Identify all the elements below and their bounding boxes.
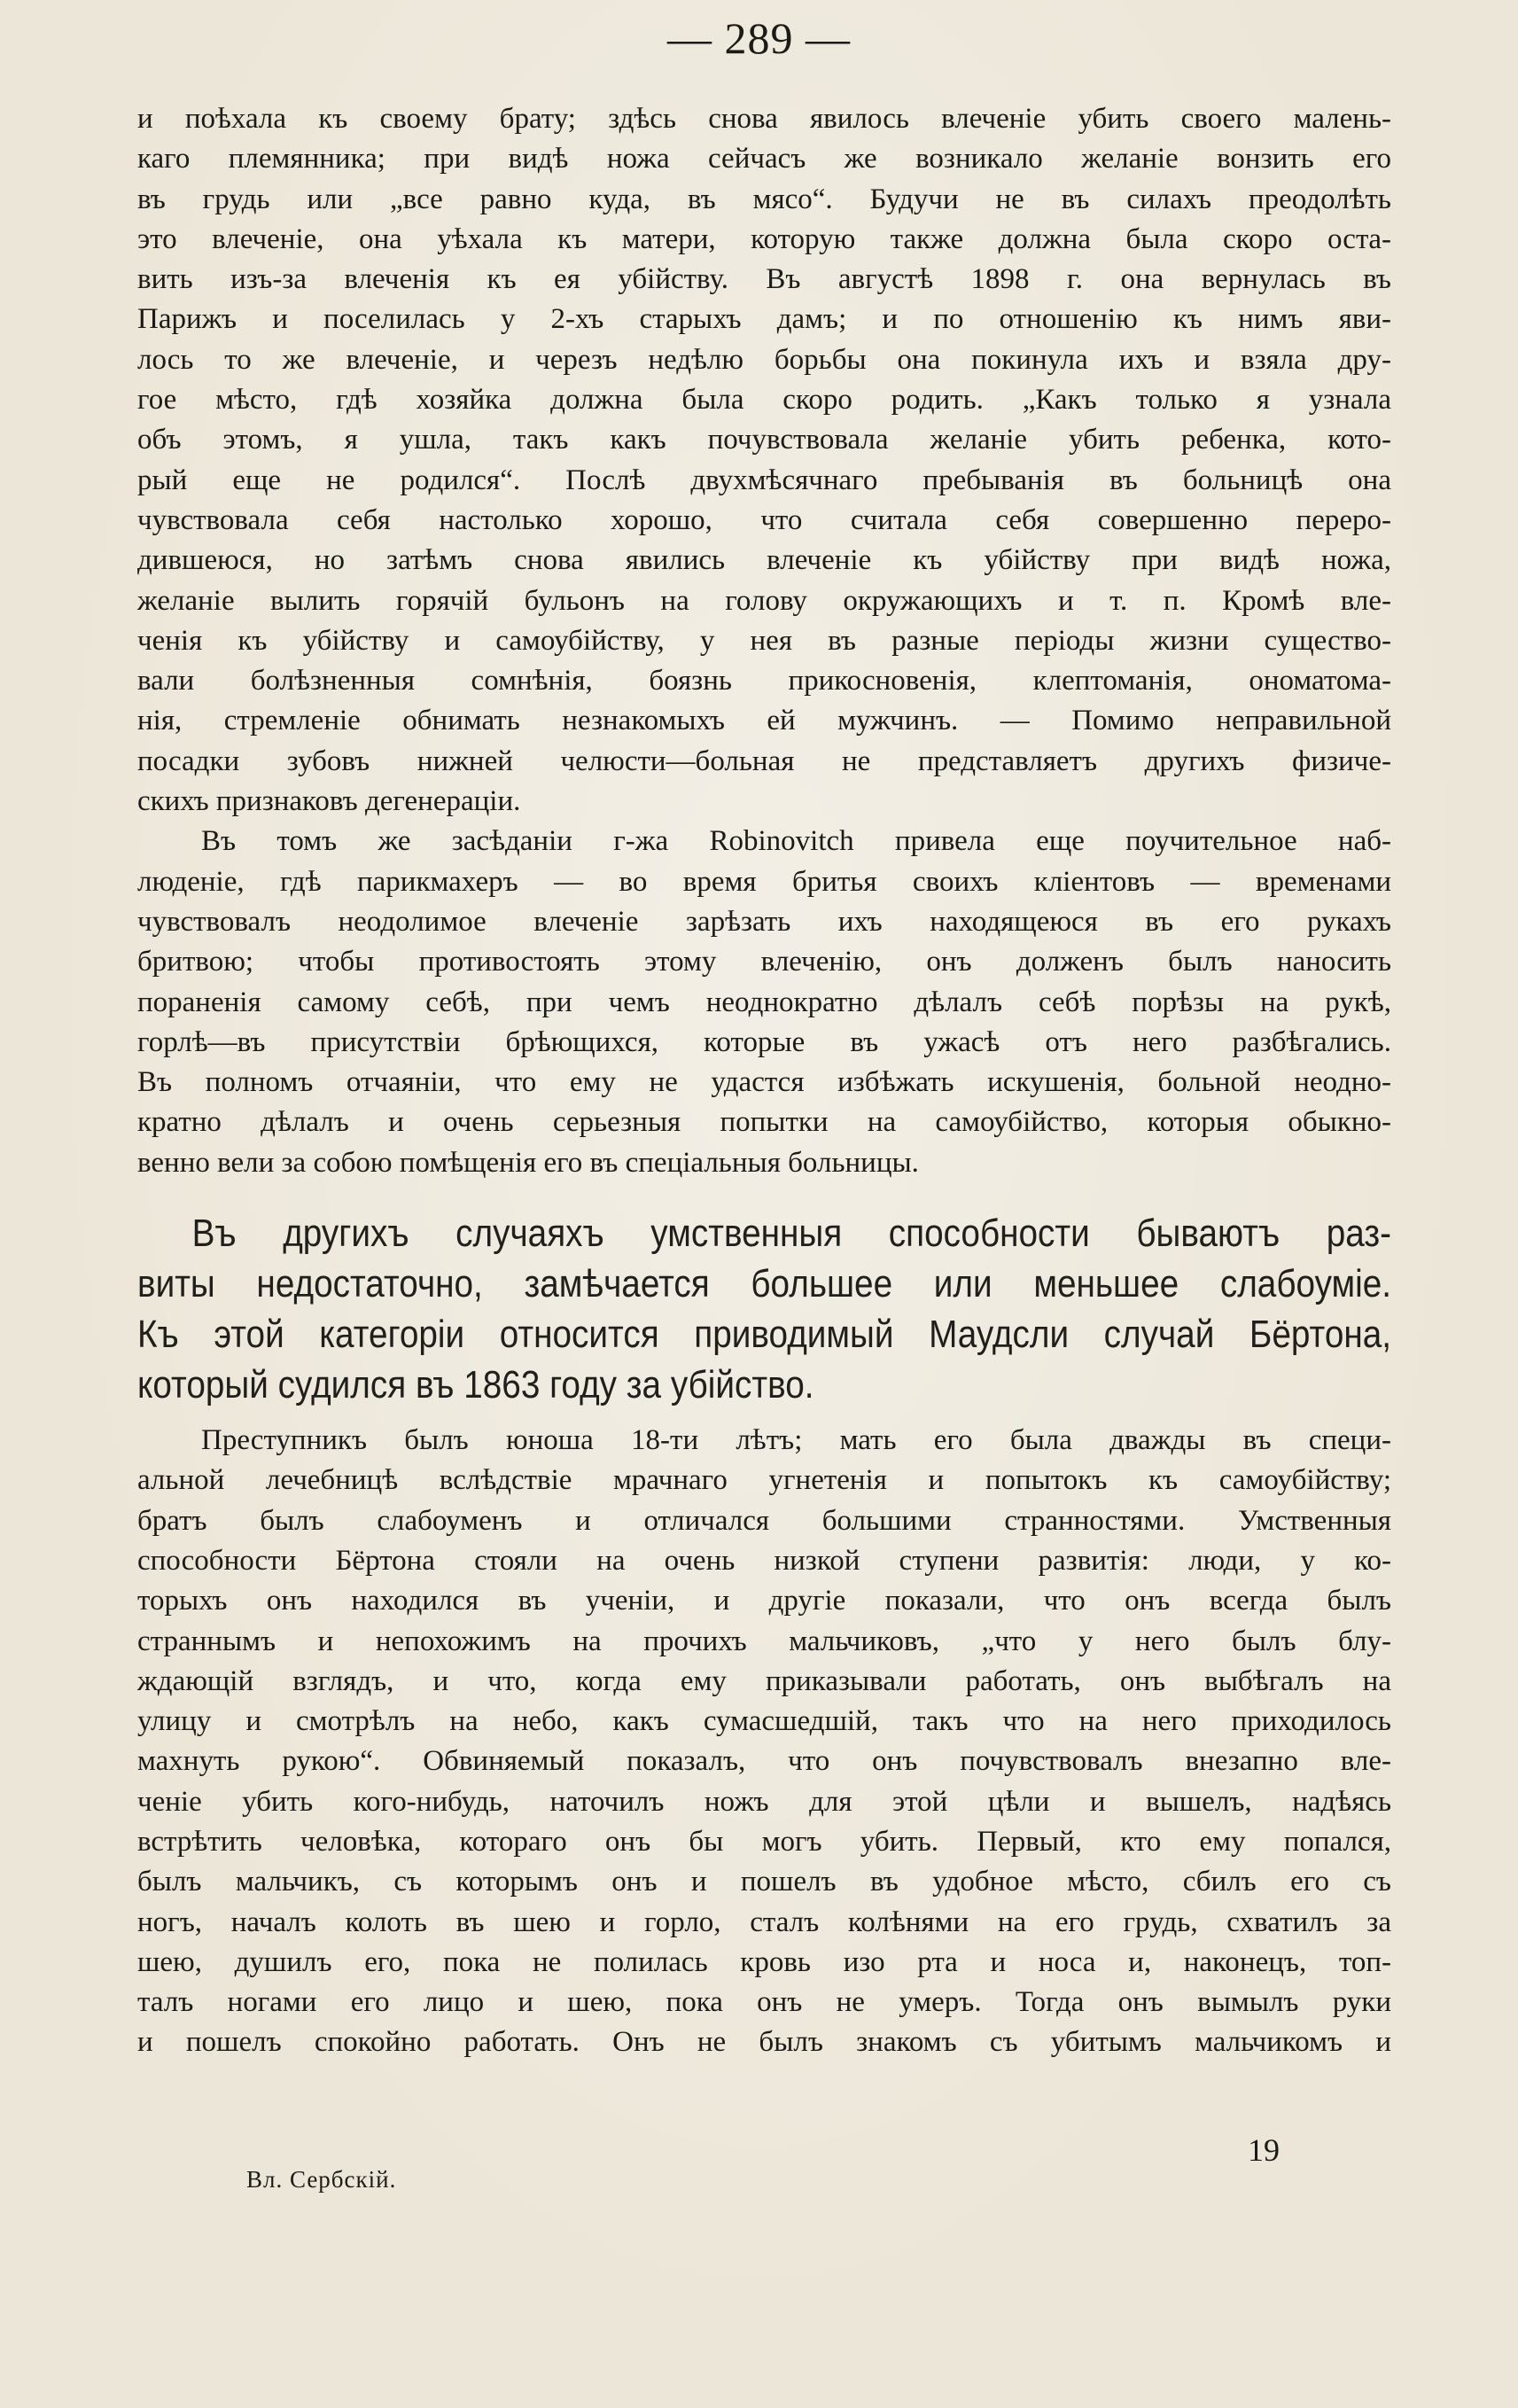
text-line: это влеченіе, она уѣхала къ матери, которую также должна была скоро остa-: [137, 222, 1391, 255]
text-line: кратно дѣлалъ и очень серьезныя попытки на самоубійство, которыя обыкно-: [137, 1106, 1391, 1139]
text-line: бритвою; чтобы противостоять этому влеченію, онъ долженъ былъ наносить: [137, 946, 1391, 978]
text-line: лось то же влеченіе, и черезъ недѣлю борьбы она покинула ихъ и взяла дру-: [137, 343, 1391, 376]
paragraph-2: [137, 822, 1391, 1183]
text-line: каго племянника; при видѣ ножа сейчасъ же возникало желаніе вонзить его: [137, 143, 1391, 175]
page-number: — 289 —: [667, 13, 851, 63]
body-text: [137, 99, 1391, 2063]
text-line: ченіе убить кого-нибудь, наточилъ ножъ для этой цѣли и вышелъ, надѣясь: [137, 1785, 1391, 1818]
text-line: ногъ, началъ колоть въ шею и горло, сталъ колѣнями на его грудь, схватилъ за: [137, 1905, 1391, 1938]
text-line: Парижъ и поселилась у 2-хъ старыхъ дамъ; и по отношенію къ нимъ яви-: [137, 303, 1391, 336]
text-line: рый еще не родился“. Послѣ двухмѣсячнаго пребыванія въ больницѣ она: [137, 464, 1391, 496]
text-line: шею, душилъ его, пока не полилась кровь изо рта и носа и, наконецъ, топ-: [137, 1945, 1391, 1978]
text-line: и поѣхала къ своему брату; здѣсь снова явилось влеченіе убить своего малень-: [137, 103, 1391, 135]
text-line: дившеюся, но затѣмъ снова явились влеченіе къ убійству при видѣ ножа,: [137, 544, 1391, 577]
text-line: гое мѣсто, гдѣ хозяйка должна была скоро родить. „Какъ только я узнала: [137, 384, 1391, 417]
text-line: чувствовалъ неодолимое влеченіе зарѣзать ихъ находящеюся въ его рукахъ: [137, 905, 1391, 938]
intro-line: который судился въ 1863 году за убійство.: [137, 1363, 814, 1407]
text-line: альной лечебницѣ вслѣдствіе мрачнаго угнетенія и попытокъ къ самоубійству;: [137, 1464, 1391, 1497]
footer-author: Вл. Сербскій.: [246, 2166, 397, 2193]
text-line: вить изъ-за влеченія къ ея убійству. Въ августѣ 1898 г. она вернулась въ: [137, 263, 1391, 296]
text-line: и пошелъ спокойно работать. Онъ не былъ знакомъ съ убитымъ мальчикомъ и: [137, 2026, 1391, 2059]
intro-line: Къ этой категоріи относится приводимый Маудсли случай Бёртона,: [137, 1313, 1392, 1357]
text-line: вали болѣзненныя сомнѣнія, боязнь прикосновенія, клептоманія, ономатома-: [137, 665, 1391, 697]
intro-line: Въ другихъ случаяхъ умственныя способности бываютъ раз-: [191, 1212, 1392, 1256]
text-line: встрѣтить человѣка, котораго онъ бы могъ убить. Первый, кто ему попался,: [137, 1825, 1391, 1858]
text-line: талъ ногами его лицо и шею, пока онъ не умеръ. Тогда онъ вымылъ руки: [137, 1986, 1391, 2019]
text-line: желаніе вылить горячій бульонъ на голову окружающихъ и т. п. Кромѣ вле-: [137, 584, 1391, 617]
text-line: нія, стремленіе обнимать незнакомыхъ ей мужчинъ. — Помимо неправильной: [137, 705, 1391, 737]
text-line: горлѣ—въ присутствіи брѣющихся, которые въ ужасѣ отъ него разбѣгались.: [137, 1025, 1391, 1058]
text-line: улицу и смотрѣлъ на небо, какъ сумасшедшій, такъ что на него приходилось: [137, 1705, 1391, 1738]
section-intro: [137, 1208, 1391, 1410]
paragraph-1: [137, 99, 1391, 822]
signature-number: 19: [1248, 2132, 1280, 2168]
text-line: Въ томъ же засѣданіи г-жа Robinovitch привела еще поучительное наб-: [201, 825, 1391, 858]
text-line: пораненія самому себѣ, при чемъ неоднократно дѣлалъ себѣ порѣзы на рукѣ,: [137, 986, 1391, 1018]
text-line: венно вели за собою помѣщенія его въ спеціальныя больницы.: [137, 1146, 919, 1179]
text-line: ченія къ убійству и самоубійству, у нея въ разные періоды жизни существо-: [137, 624, 1391, 657]
text-line: въ грудь или „все равно куда, въ мясо“. Будучи не въ силахъ преодолѣть: [137, 183, 1391, 215]
text-line: страннымъ и непохожимъ на прочихъ мальчиковъ, „что у него былъ блу-: [137, 1625, 1391, 1657]
text-line: Въ полномъ отчаяніи, что ему не удастся избѣжать искушенія, больной неодно-: [137, 1066, 1391, 1099]
text-line: махнуть рукою“. Обвиняемый показалъ, что онъ почувствовалъ внезапно вле-: [137, 1745, 1391, 1778]
text-line: объ этомъ, я ушла, такъ какъ почувствовала желаніе убить ребенка, кото-: [137, 424, 1391, 456]
text-line: посадки зубовъ нижней челюсти—больная не представляетъ другихъ физиче-: [137, 744, 1391, 777]
text-line: чувствовала себя настолько хорошо, что считала себя совершенно переро-: [137, 503, 1391, 536]
text-line: Преступникъ былъ юноша 18-ти лѣтъ; мать его была дважды въ специ-: [201, 1424, 1391, 1457]
text-line: торыхъ онъ находился въ ученіи, и другіе показали, что онъ всегда былъ: [137, 1585, 1391, 1617]
text-line: людeніе, гдѣ парикмахеръ — во время бритья своихъ кліентовъ — временами: [137, 865, 1391, 898]
paragraph-4: [137, 1421, 1391, 2063]
text-line: ждающій взглядъ, и что, когда ему приказывали работать, онъ выбѣгалъ на: [137, 1664, 1391, 1697]
text-line: былъ мальчикъ, съ которымъ онъ и пошелъ въ удобное мѣсто, сбилъ его съ: [137, 1866, 1391, 1898]
text-line: скихъ признаковъ дегенераціи.: [137, 785, 521, 818]
text-line: братъ былъ слабоуменъ и отличался большими странностями. Умственныя: [137, 1504, 1391, 1537]
text-line: способности Бёртона стояли на очень низкой ступени развитія: люди, у ко-: [137, 1544, 1391, 1577]
intro-line: виты недостаточно, замѣчается большее или меньшее слабоуміе.: [137, 1262, 1392, 1306]
